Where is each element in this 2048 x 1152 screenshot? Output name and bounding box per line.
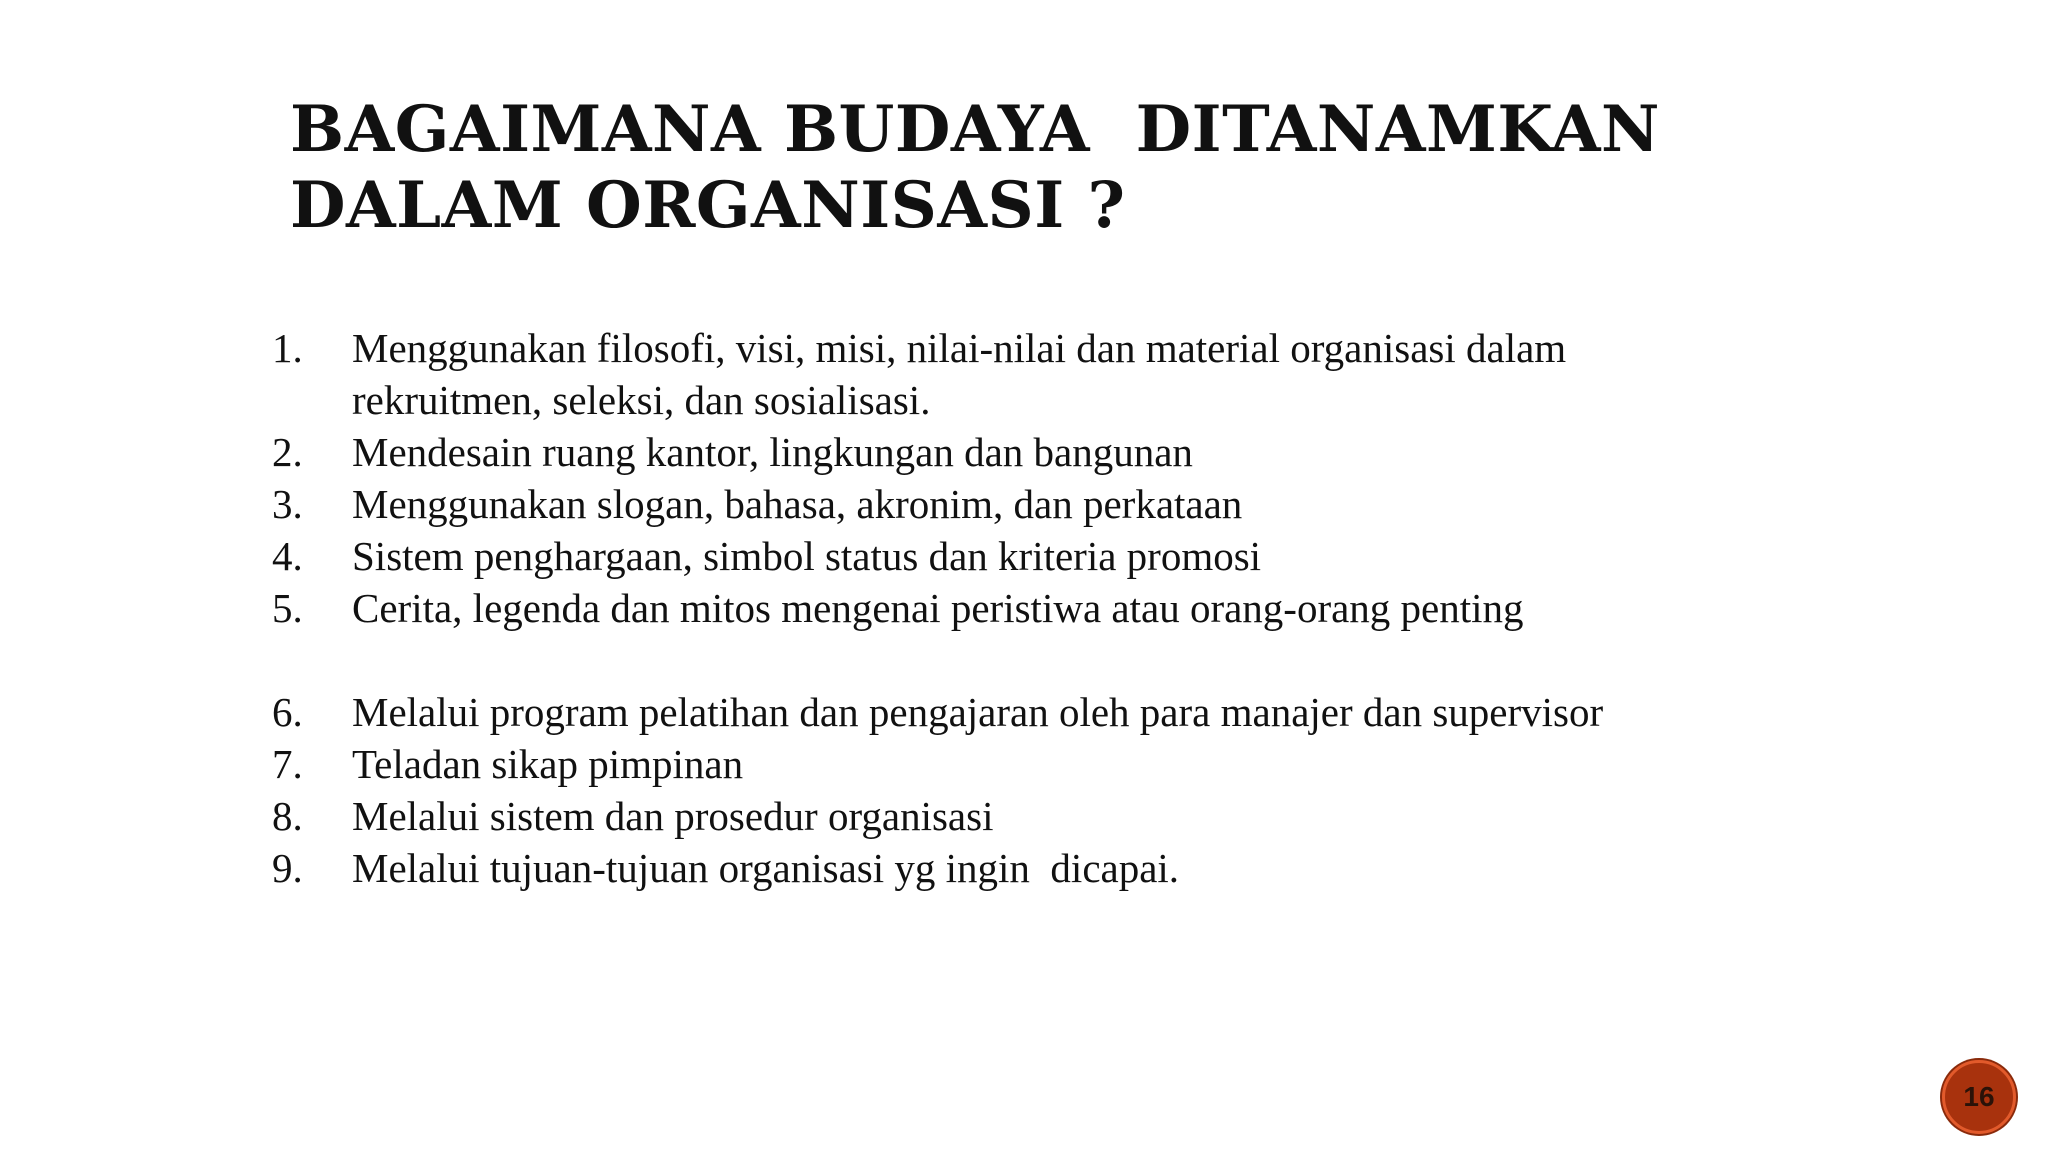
list-item: [272, 686, 1692, 738]
list-item: [272, 478, 1692, 530]
list-item: [272, 530, 1692, 582]
list-item-text: Melalui program pelatihan dan pengajaran oleh para manajer dan supervisor: [352, 689, 1604, 735]
slide-title-line-1: BAGAIMANA BUDAYA DITANAMKAN: [290, 92, 1661, 167]
slide-title-line-2: DALAM ORGANISASI ?: [290, 168, 1126, 243]
list-item-number: 8.: [272, 793, 303, 839]
bullet-list: [272, 322, 1692, 894]
list-item-text: Teladan sikap pimpinan: [352, 741, 744, 787]
list-item-number: 6.: [272, 689, 303, 735]
list-item-number: 2.: [272, 429, 303, 475]
list-item-text: Menggunakan filosofi, visi, misi, nilai-nilai dan material organisasi dalam rekruitmen, seleksi, dan sosialisasi.: [352, 325, 1577, 423]
list-item-text: Melalui tujuan-tujuan organisasi yg ingin dicapai.: [352, 845, 1180, 891]
list-item-text: Mendesain ruang kantor, lingkungan dan bangunan: [352, 429, 1193, 475]
list-item: [272, 738, 1692, 790]
list-item-number: 1.: [272, 325, 303, 371]
list-item-number: 5.: [272, 585, 303, 631]
list-item: [272, 322, 1692, 426]
list-item-number: 9.: [272, 845, 303, 891]
list-item: [272, 582, 1692, 634]
list-item: [272, 790, 1692, 842]
list-item-number: 7.: [272, 741, 303, 787]
list-item-text: Menggunakan slogan, bahasa, akronim, dan perkataan: [352, 481, 1243, 527]
page-number-badge: 16: [1942, 1060, 2016, 1134]
list-item: [272, 842, 1692, 894]
list-item: [272, 426, 1692, 478]
slide-title: [290, 92, 1790, 244]
list-item-number: 4.: [272, 533, 303, 579]
list-item-text: Melalui sistem dan prosedur organisasi: [352, 793, 994, 839]
list-item-number: 3.: [272, 481, 303, 527]
list-item-text: Cerita, legenda dan mitos mengenai peristiwa atau orang-orang penting: [352, 585, 1524, 631]
list-item-text: Sistem penghargaan, simbol status dan kriteria promosi: [352, 533, 1262, 579]
